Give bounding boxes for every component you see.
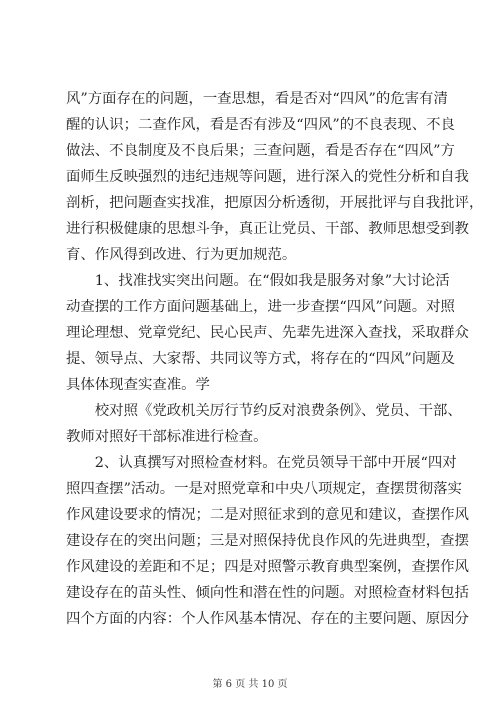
page-footer: [0, 678, 500, 692]
page-number: 第 6 页 共 10 页: [212, 679, 288, 690]
text-line: 进行积极健康的思想斗争，真正让党员、干部、教师思想受到教: [66, 221, 469, 237]
text-line: 照四查摆”活动。一是对照党章和中央八项规定，查摆贯彻落实: [66, 481, 462, 497]
text-line: 育、作风得到改进、行为更加规范。: [66, 247, 297, 263]
text-line: 建设存在的突出问题；三是对照保持优良作风的先进典型，查摆: [66, 533, 469, 549]
text-line: 教师对照好干部标准进行检查。: [66, 429, 268, 445]
text-line: 2、认真撰写对照检查材料。在党员领导干部中开展“四对: [66, 455, 457, 471]
text-line: 作风建设要求的情况；二是对照征求到的意见和建议，查摆作风: [66, 507, 469, 523]
text-line: 面师生反映强烈的违纪违规等问题，进行深入的党性分析和自我: [66, 169, 469, 185]
text-line: 提、领导点、大家帮、共同议等方式，将存在的“四风”问题及: [66, 351, 455, 367]
text-line: 醒的认识；二查作风，看是否有涉及“四风”的不良表现、不良: [66, 117, 455, 133]
text-line: 1、找准找实突出问题。在“假如我是服务对象”大讨论活: [66, 273, 450, 289]
text-line: 动查摆的工作方面问题基础上，进一步查摆“四风”问题。对照: [66, 299, 455, 315]
text-line: 作风建设的差距和不足；四是对照警示教育典型案例，查摆作风: [66, 559, 469, 575]
text-line: 建设存在的苗头性、倾向性和潜在性的问题。对照检查材料包括: [66, 585, 469, 601]
text-line: 四个方面的内容：个人作风基本情况、存在的主要问题、原因分: [66, 611, 469, 627]
body-text: [66, 86, 484, 632]
text-line: 做法、不良制度及不良后果；三查问题，看是否存在“四风”方: [66, 143, 455, 159]
text-line: 校对照《党政机关厉行节约反对浪费条例》、党员、干部、: [66, 403, 462, 419]
text-line: 具体体现查实查准。学: [66, 377, 210, 393]
text-line: 风”方面存在的问题，一查思想，看是否对“四风”的危害有清: [66, 91, 448, 107]
text-line: 理论理想、党章党纪、民心民声、先辈先进深入查找，采取群众: [66, 325, 469, 341]
text-line: 剖析，把问题查实找准，把原因分析透彻，开展批评与自我批评，: [66, 195, 484, 211]
